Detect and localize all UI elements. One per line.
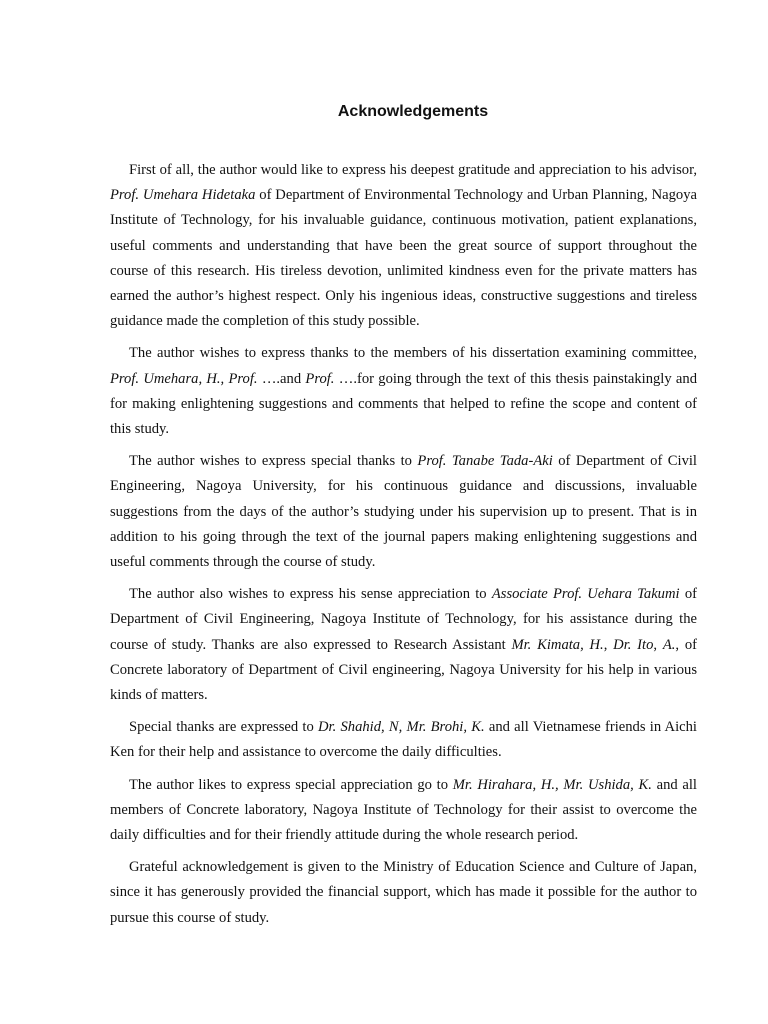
paragraph <box>110 582 697 708</box>
italic-name-text: Prof. <box>305 370 339 387</box>
paragraph-text: The author wishes to express special thanks to <box>129 453 418 470</box>
italic-name-text: A. <box>662 636 676 653</box>
paragraph-text: of Department of Environmental Technology and Urban Planning, Nagoya Institute of Technology, for his invaluable guidance, continuous motivation, patient explanations, useful comments and understanding that have been the great source of support throughout the course of this research. His tireless devotion, unlimited kindness even for the private matters has earned the author’s highest respect. Only his ingenious ideas, constructive suggestions and tireless guidance made the completion of this study possible. <box>110 187 697 330</box>
paragraph-text: and all Vietnamese friends in Aichi Ken for their help and assistance to overcome the daily difficulties. <box>110 719 697 761</box>
paragraph <box>110 158 697 334</box>
paragraph-text: Grateful acknowledgement is given to the Ministry of Education Science and Culture of Japan, since it has generously provided the financial support, which has made it possible for the author to pursue this course of study. <box>110 859 697 926</box>
italic-name-text: Prof. Tanabe Tada-Aki <box>417 453 553 470</box>
acknowledgements-body <box>110 158 697 938</box>
paragraph <box>110 449 697 575</box>
paragraph-text: , of Concrete laboratory of Department of Civil engineering, Nagoya University for his help in various kinds of matters. <box>110 636 698 704</box>
paragraph <box>110 341 697 442</box>
paragraph-text: First of all, the author would like to express his deepest gratitude and appreciation to his advisor, <box>129 162 697 178</box>
paragraph-text: ….for going through the text of this thesis painstakingly and for making enlightening suggestions and comments that helped to refine the scope and content of this study. <box>110 370 697 438</box>
paragraph-text: and all members of Concrete laboratory, Nagoya Institute of Technology for their assist to overcome the daily difficulties and for their friendly attitude during the whole research period. <box>110 776 697 844</box>
paragraph-text: ….and <box>261 370 306 387</box>
paragraph <box>110 855 697 931</box>
page-title: Acknowledgements <box>337 103 489 120</box>
paragraph-text: of Department of Civil Engineering, Nagoya Institute of Technology, for his assistance during the course of study. Thanks are also expressed to Research Assistant <box>110 586 697 653</box>
italic-name-text: Mr. Hirahara, H., Mr. Ushida, K. <box>452 776 652 793</box>
paragraph-text: The author likes to express special appreciation go to <box>129 776 453 793</box>
italic-name-text: Mr. Kimata, H. <box>511 636 604 653</box>
paragraph-text: , <box>603 636 614 653</box>
italic-name-text: Dr. Ito <box>613 636 654 653</box>
italic-name-text: Dr. Shahid, N, Mr. Brohi, K. <box>317 719 485 736</box>
paragraph-text: Special thanks are expressed to <box>129 719 318 736</box>
paragraph <box>110 715 697 765</box>
italic-name-text: Prof. Umehara Hidetaka <box>110 187 256 204</box>
paragraph-text: The author wishes to express thanks to the members of his dissertation examining committee, <box>129 345 697 362</box>
italic-name-text: Prof. Umehara, H., Prof. <box>110 370 262 387</box>
paragraph-text: of Department of Civil Engineering, Nagoya University, for his continuous guidance and discussions, invaluable suggestions from the days of the author’s studying under his supervision up to present. That is in addition to his going through the text of the journal papers making enlightening suggestions and useful comments through the course of study. <box>110 453 697 571</box>
paragraph-text: The author also wishes to express his sense appreciation to <box>129 586 492 603</box>
paragraph-text: , <box>653 636 663 653</box>
italic-name-text: Associate Prof. Uehara Takumi <box>491 586 680 603</box>
paragraph <box>110 773 697 849</box>
